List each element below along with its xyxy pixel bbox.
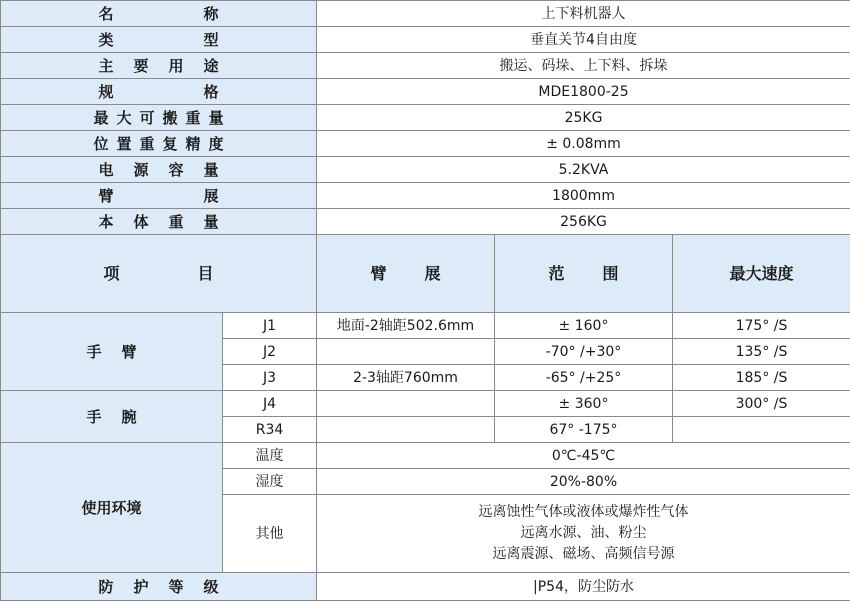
axis-header-row (1, 235, 850, 313)
spec-label: 最大可搬重量 (1, 105, 317, 131)
spec-value: ± 0.08mm (317, 131, 850, 157)
env-value: 20%-80% (317, 469, 850, 495)
axis-span (317, 417, 495, 443)
header-arm-span: 臂 展 (317, 235, 495, 313)
arm-label: 手 臂 (1, 313, 223, 391)
protection-row (1, 573, 850, 601)
axis-range: 67° -175° (495, 417, 673, 443)
axis-range: ± 160° (495, 313, 673, 339)
env-name: 湿度 (223, 469, 317, 495)
axis-range: -70° /+30° (495, 339, 673, 365)
axis-span (317, 391, 495, 417)
axis-name: R34 (223, 417, 317, 443)
protection-value: |P54，防尘防水 (317, 573, 850, 601)
axis-span (317, 339, 495, 365)
axis-name: J3 (223, 365, 317, 391)
spec-label: 类 型 (1, 27, 317, 53)
spec-label: 名 称 (1, 1, 317, 27)
spec-label: 臂 展 (1, 183, 317, 209)
header-range: 范 围 (495, 235, 673, 313)
spec-label: 电 源 容 量 (1, 157, 317, 183)
header-max-speed: 最大速度 (673, 235, 850, 313)
env-row-temperature (1, 443, 850, 469)
axis-range: -65° /+25° (495, 365, 673, 391)
spec-value: 搬运、码垛、上下料、拆垛 (317, 53, 850, 79)
axis-speed: 185° /S (673, 365, 850, 391)
spec-label: 位置重复精度 (1, 131, 317, 157)
protection-label: 防 护 等 级 (1, 573, 317, 601)
wrist-row-j4 (1, 391, 850, 417)
axis-speed: 135° /S (673, 339, 850, 365)
spec-value: MDE1800-25 (317, 79, 850, 105)
header-item: 项 目 (1, 235, 317, 313)
arm-row-j1 (1, 313, 850, 339)
spec-value: 1800mm (317, 183, 850, 209)
spec-row-model (1, 79, 850, 105)
env-value: 0℃-45℃ (317, 443, 850, 469)
environment-label: 使用环境 (1, 443, 223, 573)
axis-speed (673, 417, 850, 443)
spec-value: 256KG (317, 209, 850, 235)
env-other-value (317, 495, 850, 573)
axis-span: 地面-2轴距502.6mm (317, 313, 495, 339)
wrist-label: 手 腕 (1, 391, 223, 443)
spec-row-name (1, 1, 850, 27)
env-name: 其他 (223, 495, 317, 573)
spec-label: 本 体 重 量 (1, 209, 317, 235)
spec-row-usage (1, 53, 850, 79)
env-other-line: 远离蚀性气体或液体或爆炸性气体 (317, 502, 850, 523)
spec-row-type (1, 27, 850, 53)
axis-name: J2 (223, 339, 317, 365)
axis-speed: 300° /S (673, 391, 850, 417)
spec-row-repeatability (1, 131, 850, 157)
spec-value: 5.2KVA (317, 157, 850, 183)
spec-value: 垂直关节4自由度 (317, 27, 850, 53)
spec-row-reach (1, 183, 850, 209)
spec-label: 规 格 (1, 79, 317, 105)
spec-value: 上下料机器人 (317, 1, 850, 27)
axis-span: 2-3轴距760mm (317, 365, 495, 391)
spec-label: 主 要 用 途 (1, 53, 317, 79)
axis-name: J1 (223, 313, 317, 339)
env-other-line: 远离震源、磁场、高频信号源 (317, 544, 850, 565)
axis-speed: 175° /S (673, 313, 850, 339)
spec-row-power (1, 157, 850, 183)
spec-row-weight (1, 209, 850, 235)
axis-range: ± 360° (495, 391, 673, 417)
env-name: 温度 (223, 443, 317, 469)
env-other-line: 远离水源、油、粉尘 (317, 523, 850, 544)
spec-row-payload (1, 105, 850, 131)
axis-name: J4 (223, 391, 317, 417)
spec-value: 25KG (317, 105, 850, 131)
